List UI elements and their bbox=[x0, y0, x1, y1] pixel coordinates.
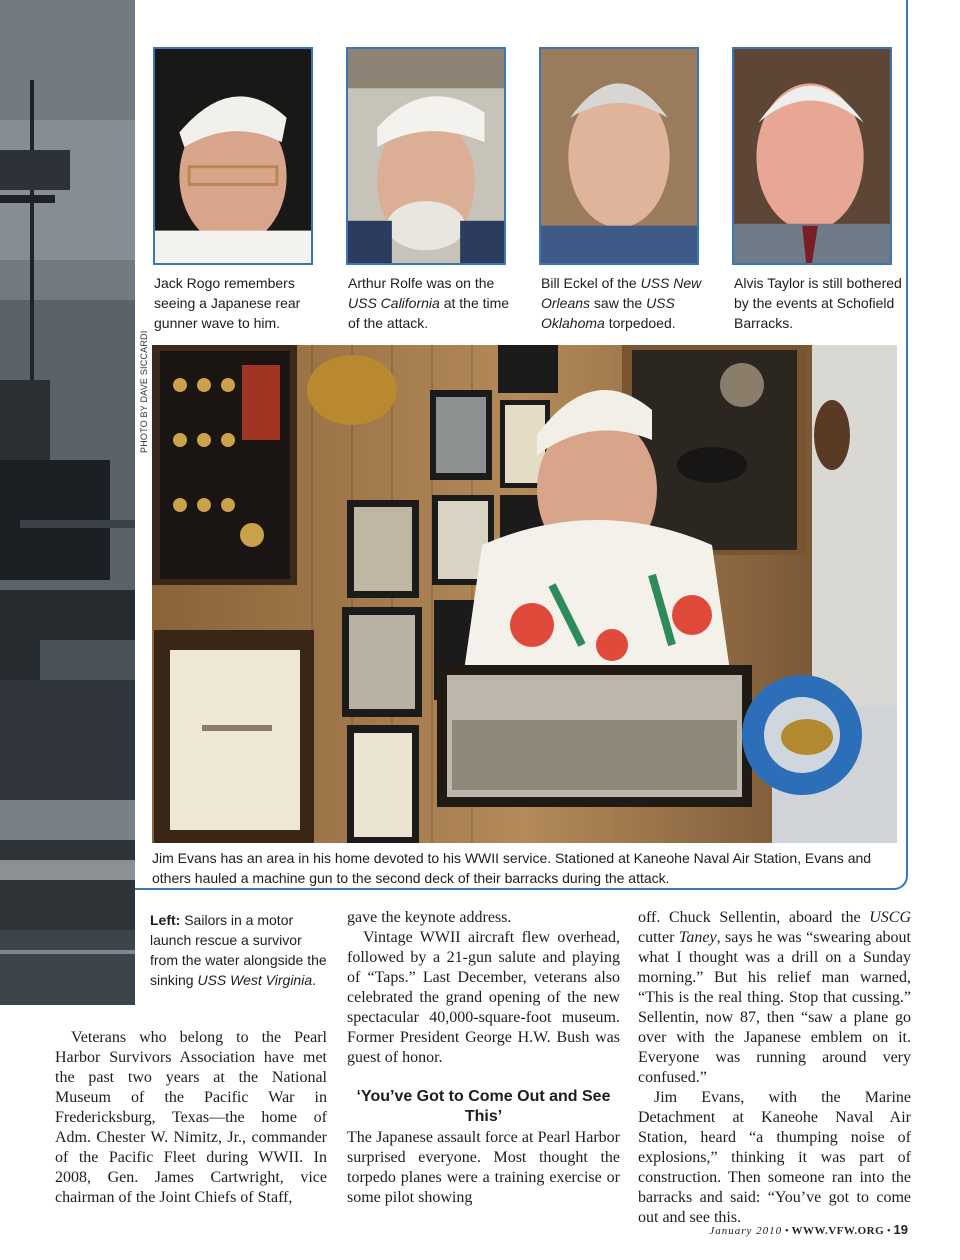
paragraph: Jim Evans, with the Marine Detachment at Kaneohe Naval Air Station, heard “a thumping noise of explosions,” thinking it was part of construction. Then someone ran into the barracks and said: “You’ve got to come out and see this. bbox=[638, 1089, 911, 1226]
paragraph: Vintage WWII aircraft flew overhead, followed by a 21-gun salute and playing of “Taps.” Last December, veterans also celebrated the grand opening of the new spectacular 40,000-square-foot museum. Former President George H.W. Bush was guest of honor. bbox=[347, 929, 620, 1066]
caption-text: Jack Rogo remembers seeing a Japanese rear gunner wave to him. bbox=[154, 275, 301, 331]
section-subhead: ‘You’ve Got to Come Out and See This’ bbox=[356, 1088, 611, 1125]
article-column-1: Veterans who belong to the Pearl Harbor Survivors Association have met the past two years at the National Museum of the Pacific War in Fredericksburg, Texas—the home of Adm. Chester W. Nimitz, Jr., commander of the Pacific Fleet during WWII. In 2008, Gen. James Cartwright, vice chairman of the Joint Chiefs of Staff, bbox=[55, 1029, 327, 1206]
caption-text: saw the bbox=[590, 295, 647, 311]
caption-text: Sailors in a motor launch rescue a survivor from the water alongside the sinking bbox=[150, 912, 327, 988]
ship-name: USS California bbox=[348, 295, 440, 311]
ship-name: USS New Orleans bbox=[541, 275, 702, 311]
page-number: 19 bbox=[893, 1222, 908, 1237]
left-photo-caption bbox=[150, 910, 330, 990]
caption-text: Arthur Rolfe was on the bbox=[348, 275, 495, 291]
website-url: WWW.VFW.ORG bbox=[791, 1225, 885, 1237]
text: off. Chuck Sellentin, aboard the bbox=[638, 909, 870, 926]
caption-text: Bill Eckel of the bbox=[541, 275, 641, 291]
portrait-jack-rogo bbox=[153, 47, 313, 265]
text: , says he was “swearing about what I thought was a drill on a Sunday morning.” But his relief man warned, “This is the real thing. Stop that cussing.” Sellentin, now 87, then “saw a plane go over with the Japanese emblem on it. Everyone was running around very confused.” bbox=[638, 929, 911, 1086]
battleship-photo bbox=[0, 0, 135, 1005]
separator: • bbox=[784, 1225, 789, 1237]
portrait-alvis-taylor bbox=[732, 47, 892, 265]
ship-name: USCG bbox=[869, 909, 911, 926]
text: cutter bbox=[638, 929, 679, 946]
caption-text: . bbox=[312, 972, 316, 988]
caption-text: at the time of the attack. bbox=[348, 295, 510, 331]
photo-credit bbox=[139, 330, 151, 455]
photo-credit-text: PHOTO BY DAVE SICCARDI bbox=[139, 330, 149, 453]
article-column-2-top bbox=[347, 908, 620, 1068]
separator: • bbox=[886, 1225, 891, 1237]
caption-lead: Left: bbox=[150, 912, 181, 928]
issue-date: January 2010 bbox=[709, 1225, 783, 1237]
caption-alvis-taylor bbox=[734, 273, 909, 333]
article-column-2-bottom: The Japanese assault force at Pearl Harbor surprised everyone. Most thought the torpedo planes were a training exercise or some pilot showing bbox=[347, 1129, 620, 1206]
caption-jack-rogo bbox=[154, 273, 329, 333]
ship-name: USS Oklahoma bbox=[541, 295, 675, 331]
caption-text: Alvis Taylor is still bothered by the events at Schofield Barracks. bbox=[734, 275, 902, 331]
portrait-bill-eckel bbox=[539, 47, 699, 265]
caption-bill-eckel bbox=[541, 273, 716, 333]
jim-evans-photo bbox=[152, 345, 897, 843]
main-photo-caption: Jim Evans has an area in his home devoted to his WWII service. Stationed at Kaneohe Naval Air Station, Evans and others hauled a machine gun to the second deck of their barracks during the attack. bbox=[152, 850, 872, 886]
paragraph bbox=[638, 908, 911, 1088]
portrait-arthur-rolfe bbox=[346, 47, 506, 265]
article-column-3 bbox=[638, 908, 911, 1228]
ship-name: USS West Virginia bbox=[197, 972, 313, 988]
page-footer bbox=[709, 1222, 908, 1237]
paragraph: gave the keynote address. bbox=[347, 909, 512, 926]
caption-arthur-rolfe bbox=[348, 273, 523, 333]
caption-text: torpedoed. bbox=[604, 315, 676, 331]
ship-name: Taney bbox=[678, 929, 717, 946]
